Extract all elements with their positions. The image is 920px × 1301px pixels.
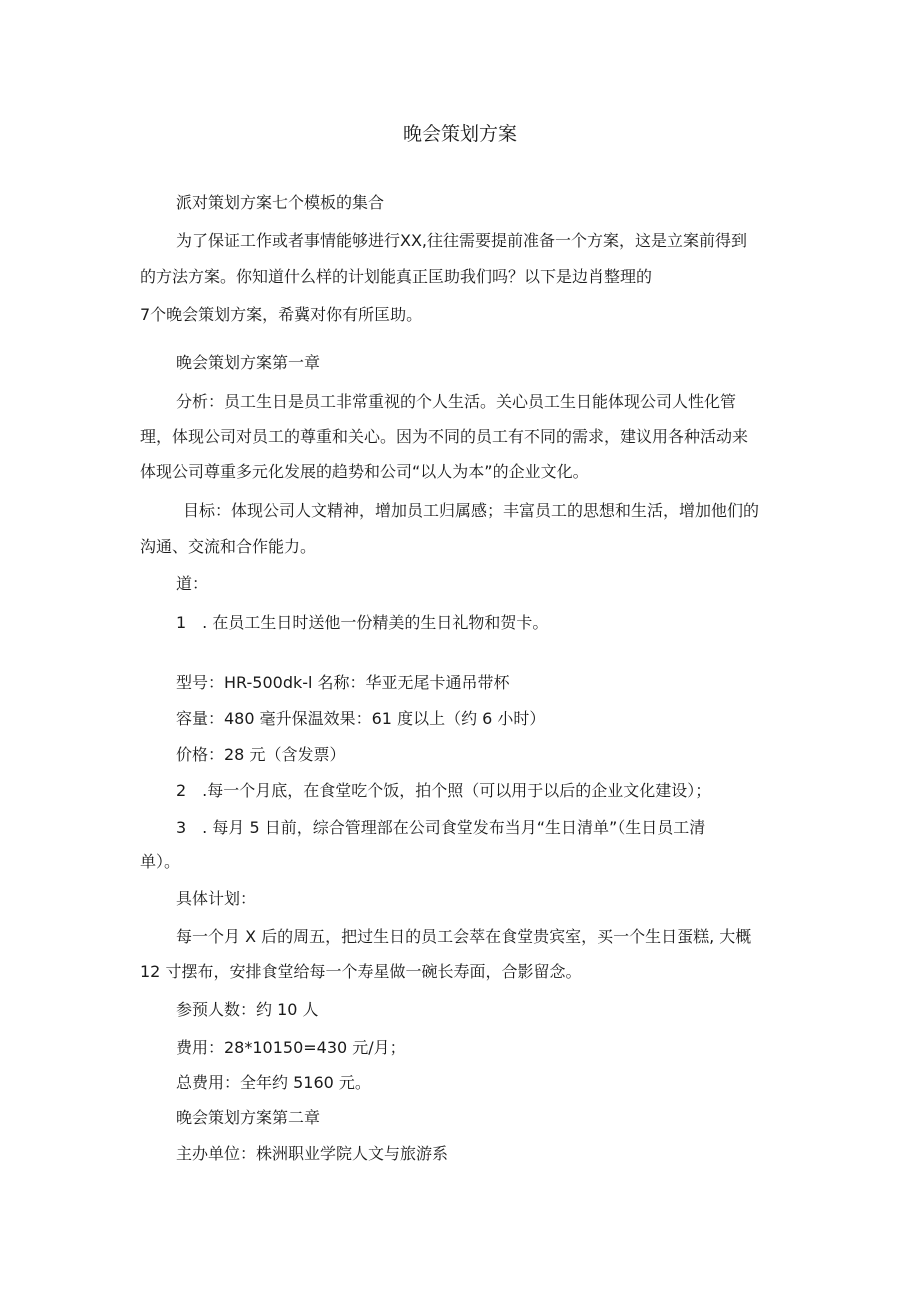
paragraph-line: 单）。 bbox=[140, 852, 181, 871]
subtitle-line: 派对策划方案七个模板的集合 bbox=[176, 193, 385, 212]
paragraph-line: 参预人数：约 10 人 bbox=[176, 1000, 319, 1019]
document-title: 晚会策划方案 bbox=[402, 123, 517, 145]
chapter-heading: 晚会策划方案第二章 bbox=[176, 1108, 321, 1127]
paragraph-line: 体现公司尊重多元化发展的趋势和公司“以人为本”的企业文化。 bbox=[140, 462, 589, 481]
paragraph-line: 道： bbox=[176, 574, 209, 593]
paragraph-line: 具体计划： bbox=[176, 889, 257, 908]
paragraph-line: 价格：28 元（含发票） bbox=[176, 745, 346, 764]
paragraph-line: 容量：480 毫升保温效果：61 度以上（约 6 小时） bbox=[176, 709, 546, 728]
paragraph-line: 型号：HR-500dk-l 名称：华亚无尾卡通吊带杯 bbox=[176, 673, 510, 692]
list-item: 3 . 每月 5 日前，综合管理部在公司食堂发布当月“生日清单”（生日员工清 bbox=[176, 818, 706, 837]
paragraph-line: 目标：体现公司人文精神，增加员工归属感；丰富员工的思想和生活，增加他们的 bbox=[183, 501, 760, 520]
paragraph-line: 7个晚会策划方案，希冀对你有所匡助。 bbox=[140, 305, 423, 324]
paragraph-line: 分析：员工生日是员工非常重视的个人生活。关心员工生日能体现公司人性化管 bbox=[176, 392, 737, 411]
paragraph-line: 主办单位：株洲职业学院人文与旅游系 bbox=[176, 1144, 449, 1163]
paragraph-line: 12 寸摆布，安排食堂给每一个寿星做一碗长寿面，合影留念。 bbox=[140, 962, 582, 981]
chapter-heading: 晚会策划方案第一章 bbox=[176, 353, 321, 372]
list-item: 2 .每一个月底，在食堂吃个饭，拍个照（可以用于以后的企业文化建设）； bbox=[176, 781, 712, 800]
paragraph-line: 为了保证工作或者事情能够进行XX,往往需要提前准备一个方案，这是立案前得到 bbox=[176, 231, 748, 250]
paragraph-line: 的方法方案。你知道什么样的计划能真正匡助我们吗？以下是边肖整理的 bbox=[140, 267, 653, 286]
paragraph-line: 每一个月 X 后的周五，把过生日的员工会萃在食堂贵宾室，买一个生日蛋糕, 大概 bbox=[176, 927, 752, 946]
paragraph-line: 沟通、交流和合作能力。 bbox=[140, 537, 317, 556]
list-item: 1 . 在员工生日时送他一份精美的生日礼物和贺卡。 bbox=[176, 613, 549, 632]
paragraph-line: 费用：28*10150=430 元/月； bbox=[176, 1038, 406, 1057]
paragraph-line: 总费用：全年约 5160 元。 bbox=[176, 1073, 371, 1092]
paragraph-line: 理，体现公司对员工的尊重和关心。因为不同的员工有不同的需求，建议用各种活动来 bbox=[140, 427, 749, 446]
